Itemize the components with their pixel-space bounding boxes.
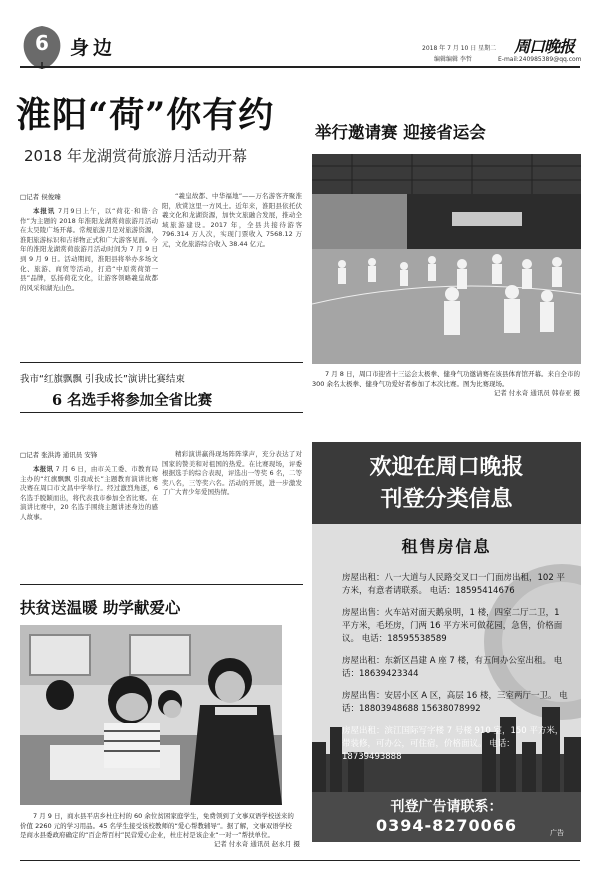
taiji-photo (312, 154, 581, 364)
lotus-col2: “羲皇故都、中华福地”——万名游客齐聚淮阳，欣赏这里一方风土。近年来，淮阳县依托伏羲文化和龙湖资源，加快文旅融合发展，推动全域旅游建设。2017 年，全县共接待游客 796.314 万人次，实现门票收入 7568.12 万元，文化旅游综合收入 38.44 亿元。 (162, 192, 302, 248)
brand-logo: 周口晚报 (514, 37, 575, 56)
page-number: 6 (35, 31, 49, 55)
date-line: 2018 年 7 月 10 日 星期二 (422, 45, 497, 52)
poverty-caption: 7 月 9 日，商水县平店乡杜庄村的 60 余位贫困家庭学生，免费领到了文事双语学校送来的价值 2260 元的学习用品。45 名学生接受该校教师的“爱心帮教辅导”。据了解，文事双语学校是商水县委政府确定的“百企帮百村”民营爱心企业，杜庄村是该企业“一对一”帮扶单位。 (20, 812, 294, 839)
ad-banner-line1: 欢迎在周口晚报 (369, 454, 524, 480)
lotus-col1 (20, 207, 158, 357)
taiji-gym-photo-icon (312, 154, 581, 364)
taiji-caption: 7 月 8 日，周口市迎省十三运会太极拳、健身气功邀请赛在该县体育馆开幕。来自全市的 300 余名太极拳、健身气功爱好者参加了本次比赛。图为比赛现场。 (312, 370, 580, 388)
ad-listing: 房屋出租：八一大道与人民路交叉口一门面房出租，102 平方米，有意者请联系。 电话：18595414676 (342, 573, 565, 596)
speech-lead-label: 本报讯 (33, 465, 54, 473)
poverty-photo (20, 625, 282, 805)
ad-listings (342, 572, 570, 773)
lotus-col1-text: 7月9日上午，以“荷花·和谐·合作”为主题的 2018 年淮阳龙湖赏荷旅游月活动在太昊陵广场开幕。常规旅游月是对旅游资源，淮阳旅游标识和吉祥物正式和广大游客见面。今年的淮阳龙湖赏荷旅游月活动时间为 7 月 9 日到 9 月 9 日。活动期间，淮阳县将举办多场文化、旅游、商贸等活动，打造“中原赏荷第一县”品牌，弘扬荷花文化，让游客领略羲皇故都的风采和湖光山色。 (20, 207, 158, 292)
speech-byline: □记者 张洪涛 通讯员 安锋 (20, 451, 98, 459)
ad-phone: 0394-8270066 (375, 816, 518, 835)
lotus-byline: □记者 侯俊臻 (20, 193, 61, 201)
email-line: E-mail:240985389@qq.com (498, 56, 582, 63)
speech-col1-text: 7 月 6 日，由市关工委、市教育局主办的“红旗飘飘 引我成长”主题教育演讲比赛决赛在周口市文昌中学举行。经过激烈角逐，6 名选手脱颖而出，将代表我市参加全省比赛。在演讲比赛中，20 名选手围绕主题讲述身边的感人故事。 (20, 465, 158, 521)
ad-contact-label: 刊登广告请联系： (390, 799, 503, 815)
lotus-bottom-rule (20, 362, 303, 363)
speech-headline: 6 名选手将参加全省比赛 (52, 392, 213, 409)
ad-listing: 房屋出售：安居小区 A 区，高层 16 楼，三室两厅一卫。 电话：18803948688 15638078992 (342, 691, 568, 714)
poverty-credit: 记者 付永奇 通讯员 赵永月 摄 (213, 840, 300, 848)
ad-subtitle: 租售房信息 (401, 537, 492, 556)
lotus-subhead: 2018 年龙湖赏荷旅游月活动开幕 (24, 147, 247, 165)
lotus-headline: 淮阳“荷”你有约 (16, 95, 275, 136)
ad-tag: 广告 (550, 829, 564, 837)
ad-banner-line2: 刊登分类信息 (380, 486, 513, 512)
ad-listing: 房屋出售：火车站对面天鹅泉明，1 楼，四室二厅二卫，1 平方米，毛坯房，门两 16 平方米可做花园，急售，价格面议。 电话：18595538589 (342, 608, 563, 644)
speech-top-rule (20, 412, 303, 413)
classroom-photo-icon (20, 625, 282, 805)
speech-col2: 精彩演讲赢得现场阵阵掌声，充分表达了对国家的赞美和对祖国的热爱。在比赛现场，评委根据选手的综合表现，评选出一等奖 6 名，二等奖八名，三等奖六名。活动的开展，进一步激发了广大青少年爱国热情。 (162, 450, 302, 497)
classified-ad (312, 442, 581, 842)
poverty-headline: 扶贫送温暖 助学献爱心 (20, 598, 181, 617)
footer-rule (20, 860, 580, 861)
speech-bottom-rule (20, 584, 303, 585)
taiji-headline: 举行邀请赛 迎接省运会 (315, 123, 486, 142)
ad-listing: 房屋出租：东新区昌建 A 座 7 楼，有五间办公室出租。 电话：18639423344 (342, 656, 563, 679)
ad-listing: 房屋出租：滨江国际写字楼 7 号楼 910 室，150 平方米，带装修，可办公，可住宿，价格面议。 电话：18739493888 (342, 726, 564, 762)
speech-col1 (20, 465, 158, 580)
page-number-badge (20, 24, 64, 70)
lotus-lead-label: 本报讯 (33, 207, 56, 215)
header-rule (20, 66, 580, 68)
section-name: 身边 (70, 37, 117, 59)
taiji-credit: 记者 付永奇 通讯员 韩春亚 摄 (493, 389, 580, 397)
speech-kicker: 我市“红旗飘飘 引我成长”演讲比赛结束 (20, 374, 185, 385)
editor-line: 编辑编辑 李哲 (434, 56, 472, 63)
